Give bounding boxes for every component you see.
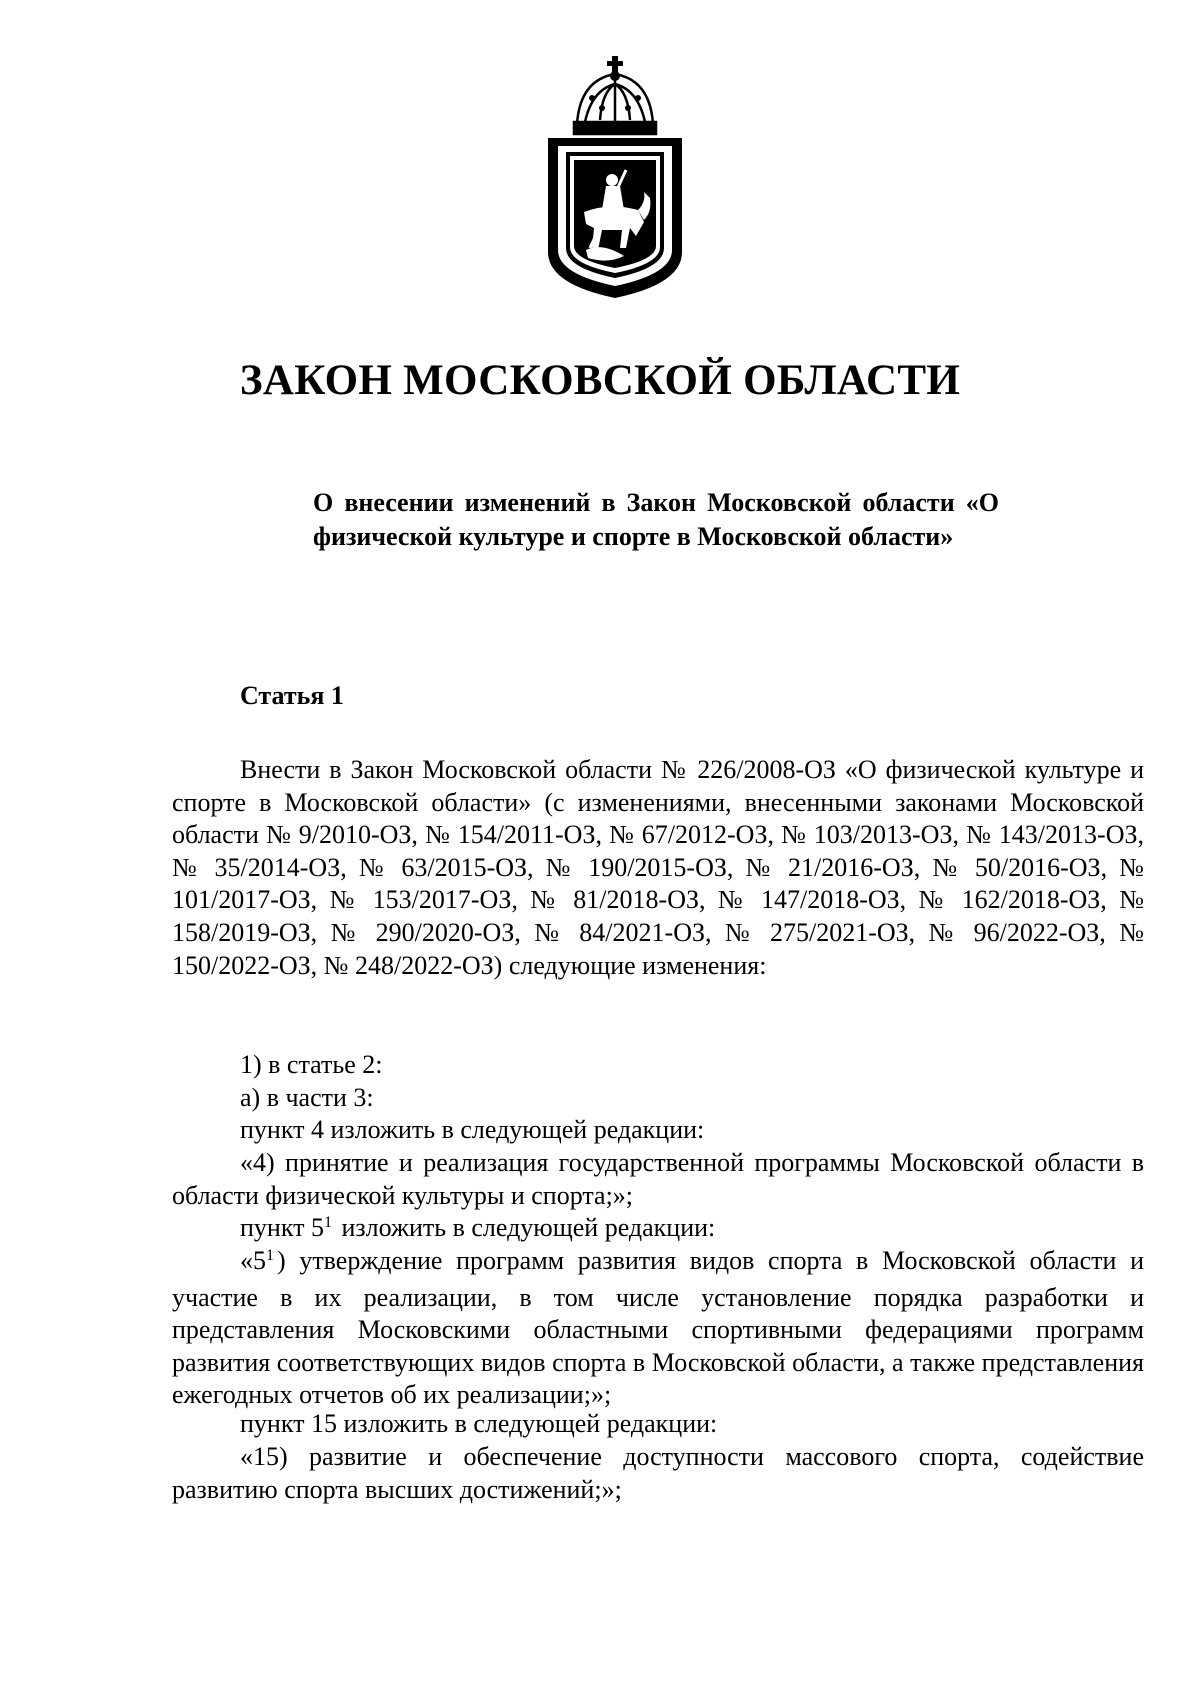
- article-heading: Статья 1: [240, 681, 344, 710]
- instruction-suffix: изложить в следующей редакции:: [341, 1213, 716, 1242]
- superscript: 1: [323, 1214, 332, 1231]
- point-15-text: «15) развитие и обеспечение доступности массового спорта, содействие развитию спорта высших достижений;»;: [172, 1442, 1144, 1504]
- superscript: 1: [266, 1247, 274, 1264]
- point-5-1-body: ) утверждение программ развития видов спорта в Московской области и участие в их реализации, в том числе установление порядка разработки и представления Московскими областными спортивными федерациями программ развития соответствующих видов спорта в Московской области, а также представления ежегодных отчетов об их реализации;»;: [172, 1246, 1144, 1410]
- quote-prefix: «5: [240, 1246, 266, 1275]
- item-1: 1) в статье 2:: [240, 1050, 383, 1079]
- law-subject: О внесении изменений в Закон Московской области «О физической культуре и спорте в Московской области»: [313, 488, 999, 551]
- point-15-instruction: пункт 15 изложить в следующей редакции:: [240, 1409, 718, 1438]
- point-5-1-instruction: [240, 1212, 1144, 1249]
- instruction-prefix: пункт 5: [240, 1213, 324, 1242]
- item-a: а) в части 3:: [240, 1083, 374, 1112]
- point-5-1-text: [172, 1245, 1144, 1412]
- point-4-text: «4) принятие и реализация государственной программы Московской области в области физической культуры и спорта;»;: [172, 1148, 1144, 1210]
- law-title: ЗАКОН МОСКОВСКОЙ ОБЛАСТИ: [239, 357, 961, 404]
- point-4-instruction: пункт 4 изложить в следующей редакции:: [240, 1115, 705, 1144]
- article-intro: Внести в Закон Московской области № 226/2008-ОЗ «О физической культуре и спорте в Московской области» (с изменениями, внесенными законами Московской области № 9/2010-ОЗ, № 154/2011-ОЗ, № 67/2012-ОЗ, № 103/2013-ОЗ, № 143/2013-ОЗ, № 35/2014-ОЗ, № 63/2015-ОЗ, № 190/2015-ОЗ, № 21/2016-ОЗ, № 50/2016-ОЗ, № 101/2017-ОЗ, № 153/2017-ОЗ, № 81/2018-ОЗ, № 147/2018-ОЗ, № 162/2018-ОЗ, № 158/2019-ОЗ, № 290/2020-ОЗ, № 84/2021-ОЗ, № 275/2021-ОЗ, № 96/2022-ОЗ, № 150/2022-ОЗ, № 248/2022-ОЗ) следующие изменения:: [172, 755, 1144, 980]
- coat-of-arms-icon: [540, 52, 690, 302]
